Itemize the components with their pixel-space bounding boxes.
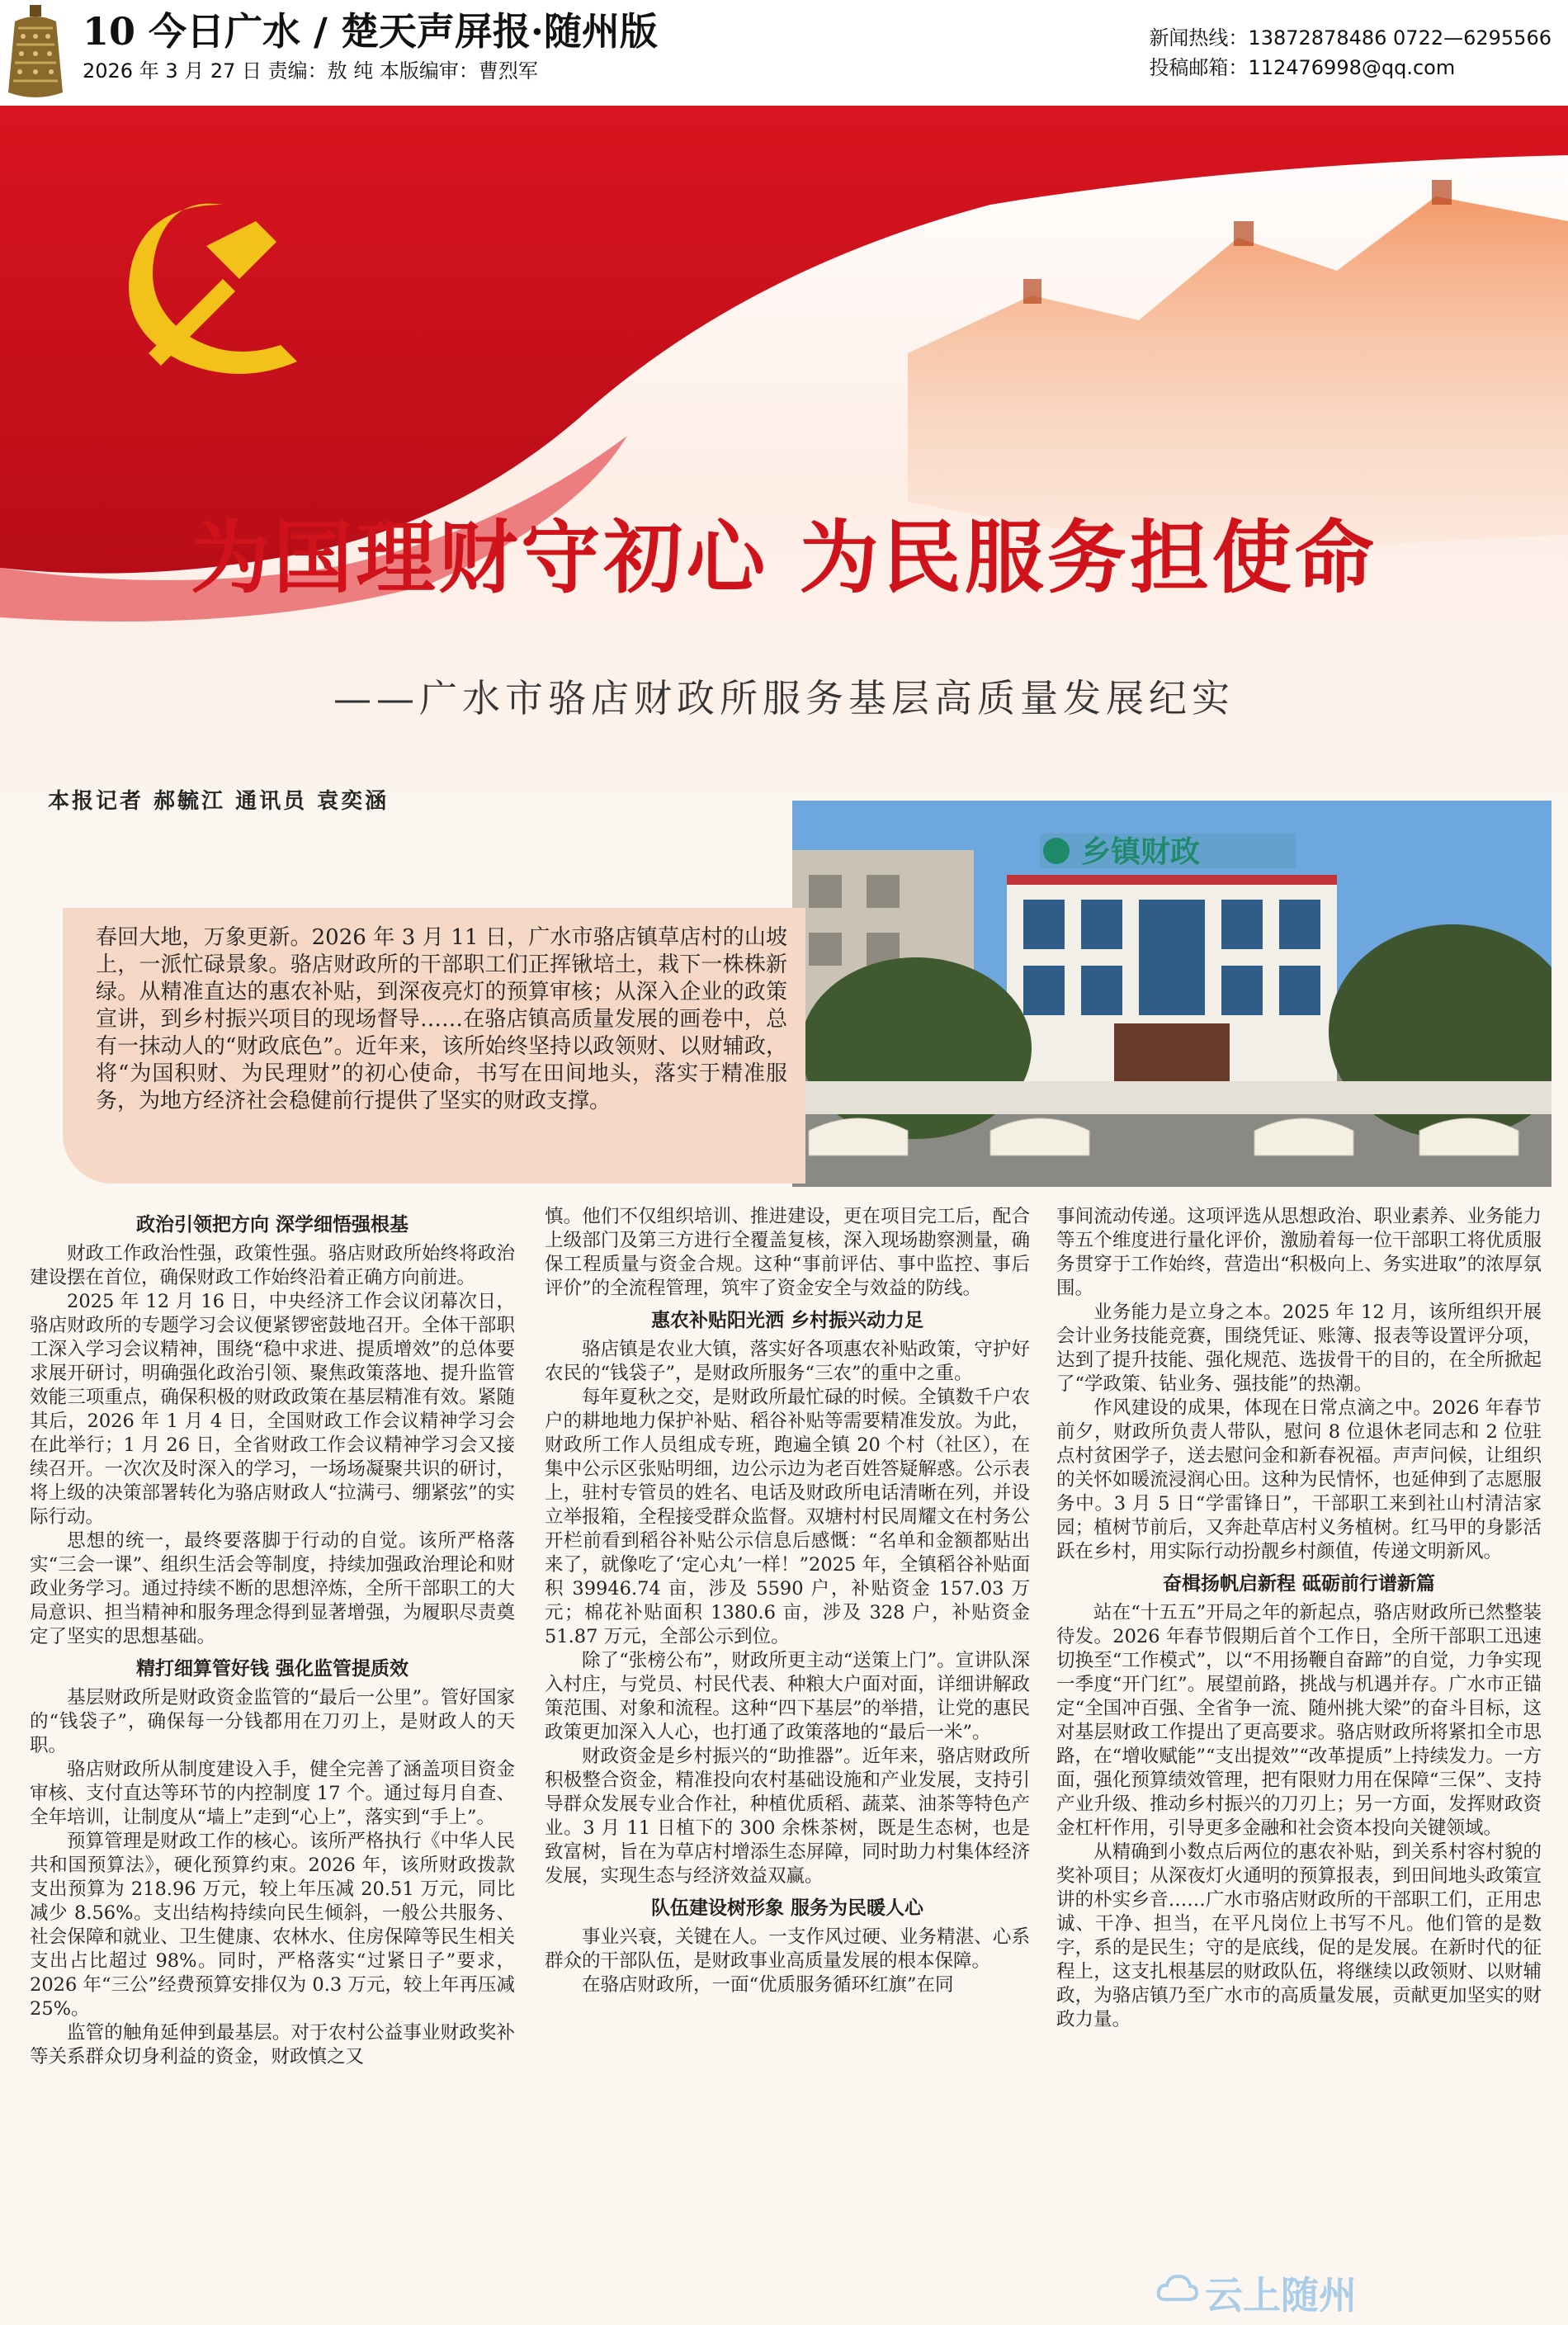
photo-sign: 乡镇财政	[1081, 835, 1201, 869]
paragraph: 财政资金是乡村振兴的“助推器”。近年来，骆店财政所积极整合资金，精准投向农村基础设施和产业发展，支持引导群众发展专业合作社，种植优质稻、蔬菜、油茶等特色产业。3 月 11 日植下的 300 余株茶树，既是生态树，也是致富树，旨在为草店村增添生态屏障，同时助力村集体经济发展，实现生态与经济效益双赢。	[545, 1746, 1030, 1887]
dateline: 2026 年 3 月 27 日 责编：敖 纯 本版编审：曹烈军	[83, 59, 538, 83]
contact-info	[1149, 23, 1551, 83]
paragraph: 事间流动传递。这项评选从思想政治、职业素养、业务能力等五个维度进行量化评价，激励着每一位干部职工将优质服务贯穿于工作始终，营造出“积极向上、务实进取”的浓厚氛围。	[1056, 1206, 1542, 1299]
paragraph: 业务能力是立身之本。2025 年 12 月，该所组织开展会计业务技能竞赛，围绕凭证、账簿、报表等设置评分项，达到了提升技能、强化规范、选拔骨干的目的，在全所掀起了“学政策、钻业务、强技能”的热潮。	[1056, 1302, 1542, 1395]
column-1	[30, 1205, 515, 2278]
lead-box	[63, 908, 805, 1184]
paragraph: 骆店镇是农业大镇，落实好各项惠农补贴政策，守护好农民的“钱袋子”，是财政所服务“三农”的重中之重。	[545, 1339, 1030, 1384]
paragraph: 慎。他们不仅组织培训、推进建设，更在项目完工后，配合上级部门及第三方进行全覆盖复核，深入现场勘察测量，确保工程质量与资金合规。这种“事前评估、事中监控、事后评价”的全流程管理，筑牢了资金安全与效益的防线。	[545, 1206, 1030, 1299]
masthead	[0, 0, 1568, 106]
paragraph: 事业兴衰，关键在人。一支作风过硬、业务精湛、心系群众的干部队伍，是财政事业高质量发展的根本保障。	[545, 1926, 1030, 1972]
section-heading: 政治引领把方向 深学细悟强根基	[135, 1214, 409, 1236]
paragraph: 作风建设的成果，体现在日常点滴之中。2026 年春节前夕，财政所负责人带队，慰问 8 位退休老同志和 2 位驻点村贫困学子，送去慰问金和新春祝福。声声问候，让组织的关怀如暖流浸润心田。这种为民情怀，也延伸到了志愿服务中。3 月 5 日“学雷锋日”，干部职工来到社山村清洁家园；植树节前后，又奔赴草店村义务植树。红马甲的身影活跃在乡村，用实际行动扮靓乡村颜值，传递文明新风。	[1056, 1397, 1542, 1562]
section-heading: 惠农补贴阳光洒 乡村振兴动力足	[650, 1310, 923, 1331]
byline: 本报记者 郝毓江 通讯员 袁奕涵	[48, 789, 390, 814]
cloud-icon	[1155, 2271, 1198, 2304]
section-heading: 奋楫扬帆启新程 砥砺前行谱新篇	[1162, 1573, 1435, 1595]
paragraph: 每年夏秋之交，是财政所最忙碌的时候。全镇数千户农户的耕地地力保护补贴、稻谷补贴等需要精准发放。为此，财政所工作人员组成专班，跑遍全镇 20 个村（社区），在集中公示区张贴明细，边公示边为老百姓答疑解惑。公示表上，驻村专管员的姓名、电话及财政所电话清晰在列，并设立举报箱，全程接受群众监督。双塘村村民周耀文在村务公开栏前看到稻谷补贴公示信息后感慨：“名单和金额都贴出来了，就像吃了‘定心丸’一样！”2025 年，全镇稻谷补贴面积 39946.74 亩，涉及 5590 户，补贴资金 157.03 万元；棉花补贴面积 1380.6 亩，涉及 328 户，补贴资金 51.87 万元，全部公示到位。	[545, 1387, 1030, 1647]
paragraph: 基层财政所是财政资金监管的“最后一公里”。管好国家的“钱袋子”，确保每一分钱都用在刀刃上，是财政人的天职。	[30, 1687, 515, 1756]
bell-logo-icon	[5, 3, 66, 101]
email: 投稿邮箱：112476998@qq.com	[1149, 56, 1456, 79]
paragraph: 除了“张榜公布”，财政所更主动“送策上门”。宣讲队深入村庄，与党员、村民代表、种粮大户面对面，详细讲解政策范围、对象和流程。这种“四下基层”的举措，让党的惠民政策更加深入人心，也打通了政策落地的“最后一米”。	[545, 1650, 1030, 1743]
column-2	[545, 1205, 1030, 2278]
watermark: 云上随州	[1205, 2273, 1357, 2318]
finance-office-photo	[792, 801, 1551, 1187]
headline: 为国理财守初心 为民服务担使命	[191, 512, 1377, 604]
hotline: 新闻热线：13872878486 0722—6295566	[1149, 26, 1551, 50]
paragraph: 骆店财政所从制度建设入手，健全完善了涵盖项目资金审核、支付直达等环节的内控制度 17 个。通过每月自查、全年培训，让制度从“墙上”走到“心上”，落实到“手上”。	[30, 1759, 515, 1828]
paragraph: 监管的触角延伸到最基层。对于农村公益事业财政奖补等关系群众切身利益的资金，财政慎之又	[30, 2022, 515, 2067]
paragraph: 财政工作政治性强，政策性强。骆店财政所始终将政治建设摆在首位，确保财政工作始终沿着正确方向前进。	[30, 1243, 515, 1288]
paragraph: 预算管理是财政工作的核心。该所严格执行《中华人民共和国预算法》，硬化预算约束。2026 年，该所财政拨款支出预算为 218.96 万元，较上年压减 20.51 万元，同比减少 8.56%。支出结构持续向民生倾斜，一般公共服务、社会保障和就业、卫生健康、农林水、住房保障等民生相关支出占比超过 98%。同时，严格落实“过紧日子”要求，2026 年“三公”经费预算安排仅为 0.3 万元，较上年再压减 25%。	[30, 1831, 515, 2020]
paragraph: 在骆店财政所，一面“优质服务循环红旗”在同	[582, 1974, 954, 1996]
paragraph: 2025 年 12 月 16 日，中央经济工作会议闭幕次日，骆店财政所的专题学习会议便紧锣密鼓地召开。全体干部职工深入学习会议精神，围绕“稳中求进、提质增效”的总体要求展开研讨，明确强化政治引领、聚焦政策落地、提升监管效能三项重点，确保积极的财政政策在基层精准有效。紧随其后，2026 年 1 月 4 日，全国财政工作会议精神学习会在此举行；1 月 26 日，全省财政工作会议精神学习会又接续召开。一次次及时深入的学习，一场场凝聚共识的研讨，将上级的决策部署转化为骆店财政人“拉满弓、绷紧弦”的实际行动。	[30, 1291, 515, 1528]
paragraph: 站在“十五五”开局之年的新起点，骆店财政所已然整装待发。2026 年春节假期后首个工作日，全所干部职工迅速切换至“工作模式”，以“不用扬鞭自奋蹄”的自觉，力争实现一季度“开门红”。展望前路，挑战与机遇并存。广水市正锚定“全国冲百强、全省争一流、随州挑大梁”的奋斗目标，这对基层财政工作提出了更高要求。骆店财政所将紧扣全市思路，在“增收赋能”“支出提效”“改革提质”上持续发力。一方面，强化预算绩效管理，把有限财力用在保障“三保”、支持产业升级、推动乡村振兴的刀刃上；另一方面，发挥财政资金杠杆作用，引导更多金融和社会资本投向关键领域。	[1056, 1602, 1542, 1839]
column-3	[1056, 1205, 1542, 2278]
section-heading: 精打细算管好钱 强化监管提质效	[135, 1658, 409, 1680]
subheadline: ——广水市骆店财政所服务基层高质量发展纪实	[333, 676, 1235, 721]
paragraph: 从精确到小数点后两位的惠农补贴，到关系村容村貌的奖补项目；从深夜灯火通明的预算报表，到田间地头政策宣讲的朴实乡音……广水市骆店财政所的干部职工们，正用忠诚、干净、担当，在平凡岗位上书写不凡。他们管的是数字，系的是民生；守的是底线，促的是发展。在新时代的征程上，这支扎根基层的财政队伍，将继续以政领财、以财辅政，为骆店镇乃至广水市的高质量发展，贡献更加坚实的财政力量。	[1056, 1841, 1542, 2030]
lead-paragraph: 春回大地，万象更新。2026 年 3 月 11 日，广水市骆店镇草店村的山坡上，一派忙碌景象。骆店财政所的干部职工们正挥锹培土，栽下一株株新绿。从精准直达的惠农补贴，到深夜亮灯的预算审核；从深入企业的政策宣讲，到乡村振兴项目的现场督导……在骆店镇高质量发展的画卷中，总有一抹动人的“财政底色”。近年来，该所始终坚持以政领财、以财辅政，将“为国积财、为民理财”的初心使命，书写在田间地头，落实于精准服务，为地方经济社会稳健前行提供了坚实的财政支撑。	[96, 925, 787, 1113]
paragraph: 思想的统一，最终要落脚于行动的自觉。该所严格落实“三会一课”、组织生活会等制度，持续加强政治理论和财政业务学习。通过持续不断的思想淬炼，全所干部职工的大局意识、担当精神和服务理念得到显著增强，为履职尽责奠定了坚实的思想基础。	[30, 1530, 515, 1647]
section-heading: 队伍建设树形象 服务为民暖人心	[650, 1897, 923, 1919]
page-title: 10 今日广水 / 楚天声屏报·随州版	[83, 9, 658, 54]
